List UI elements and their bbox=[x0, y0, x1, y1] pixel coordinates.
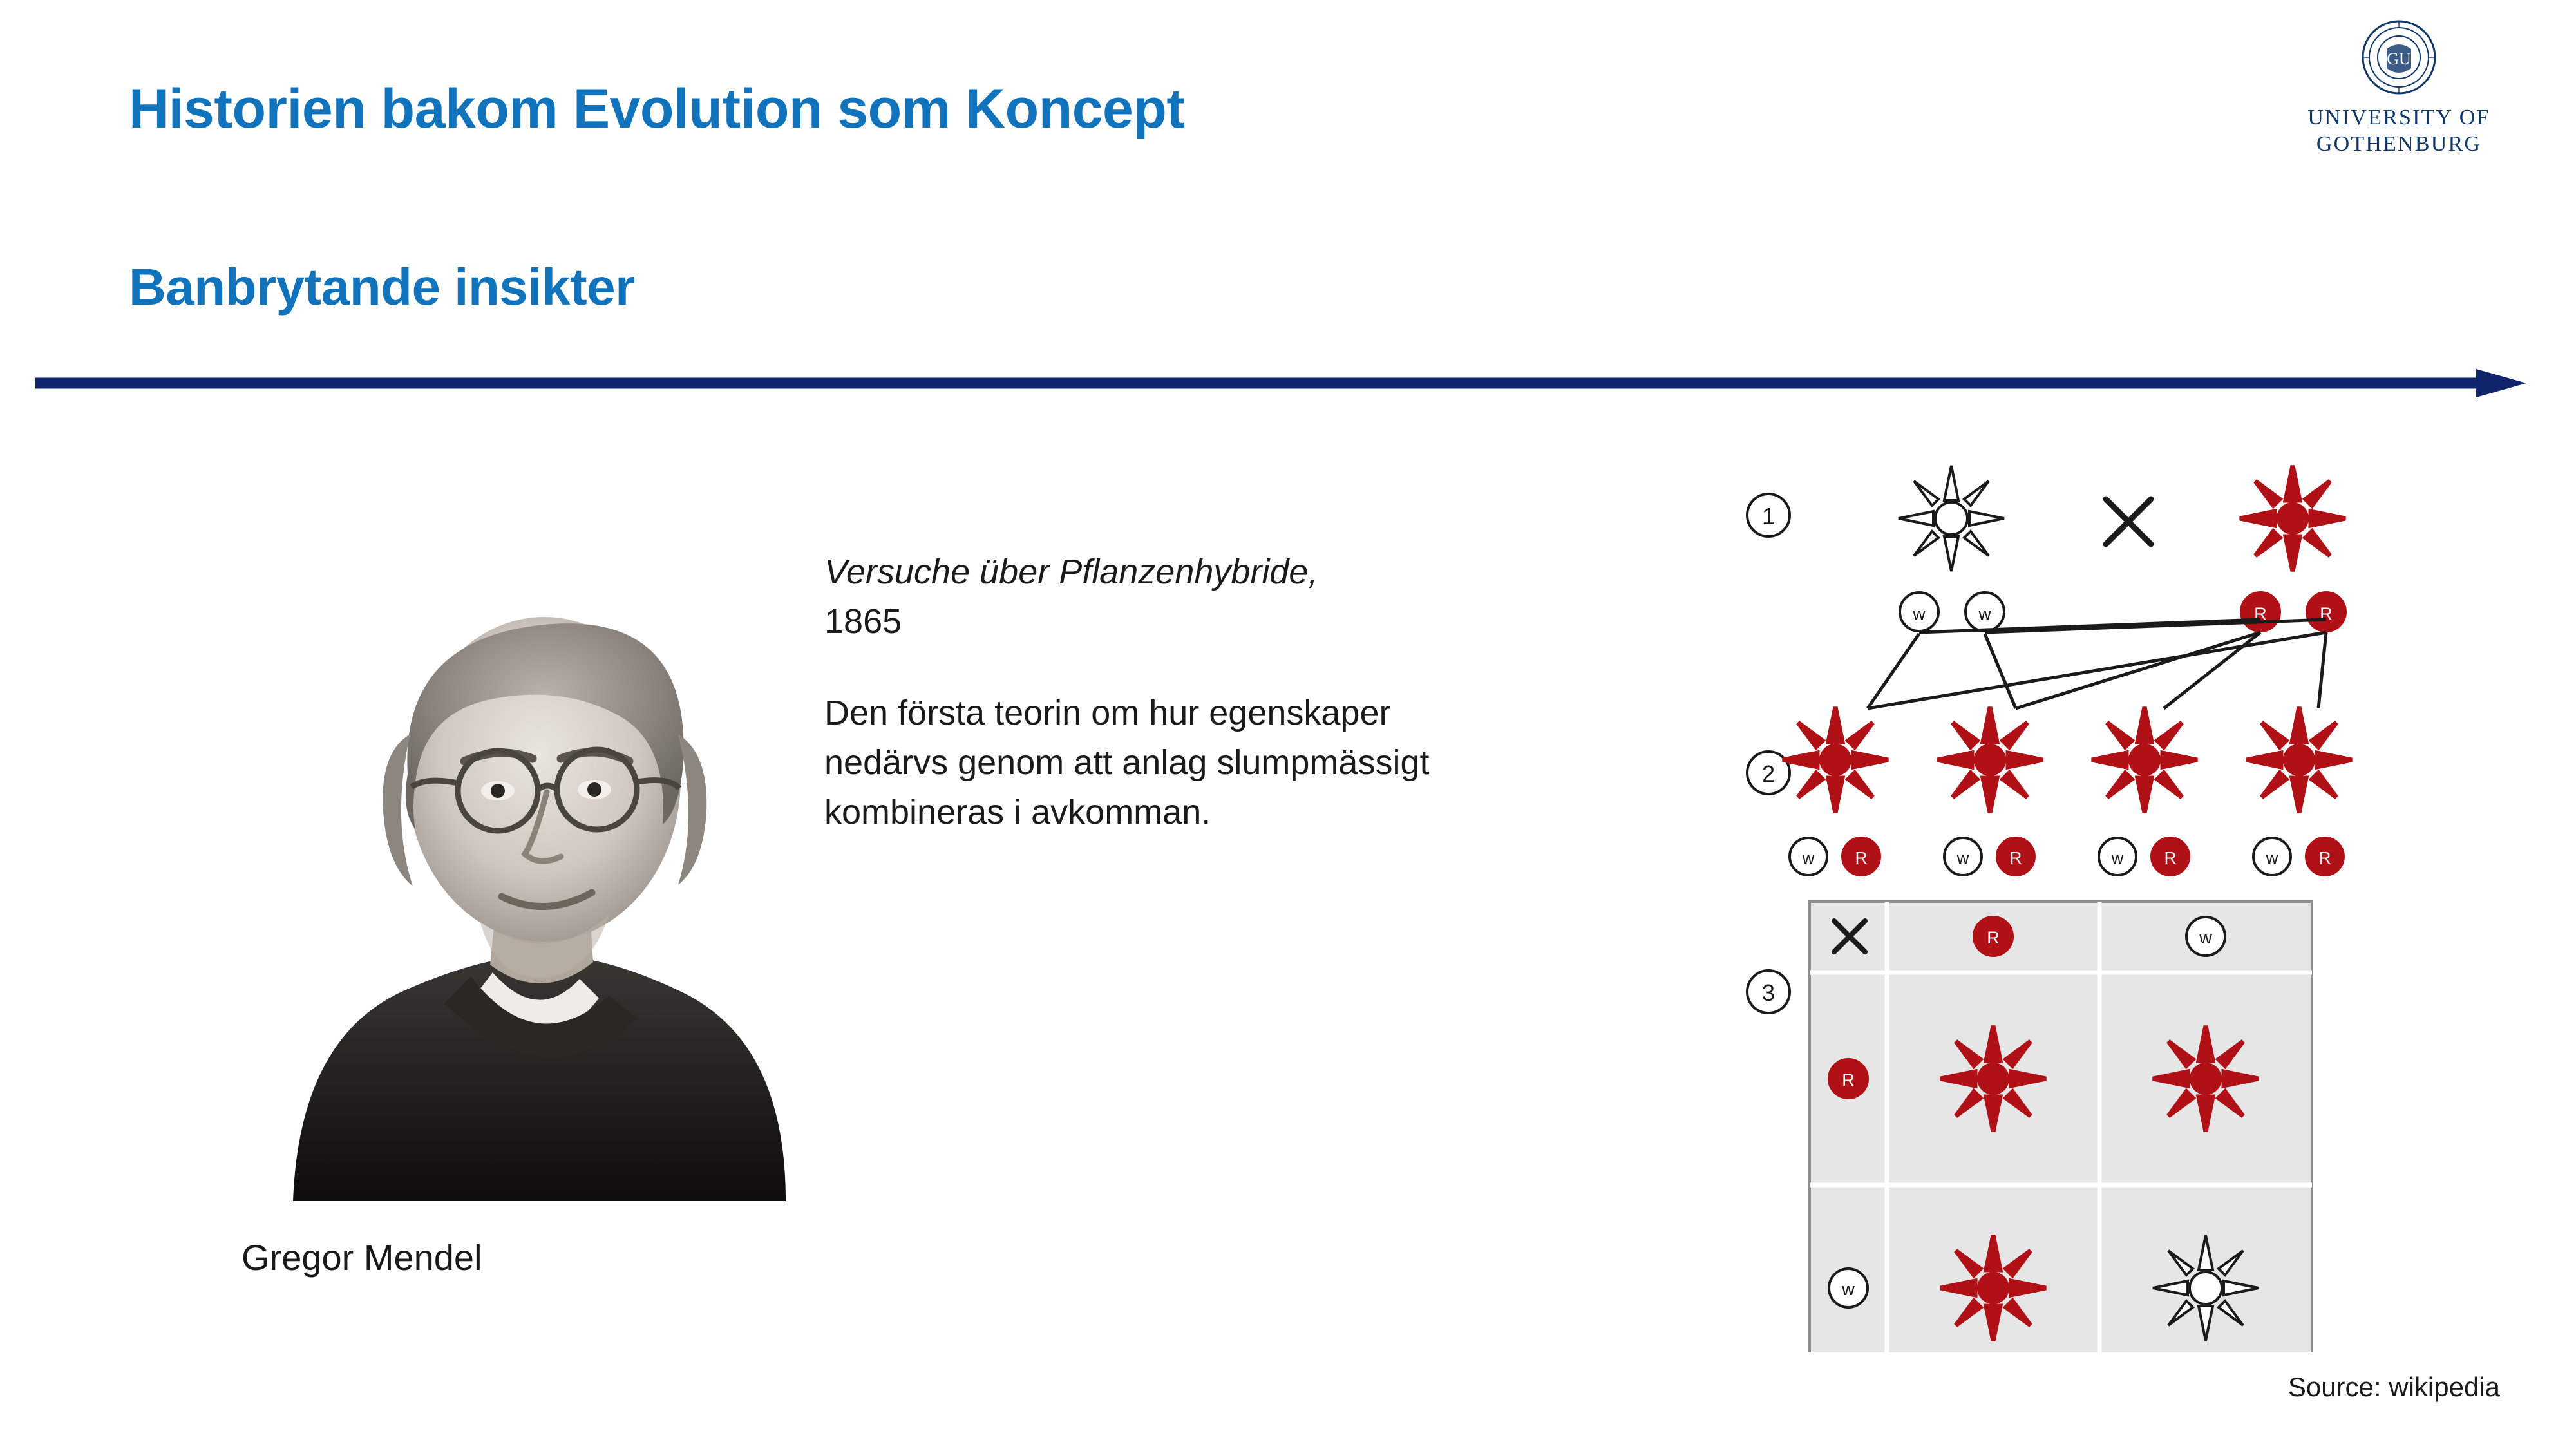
svg-text:w: w bbox=[1802, 848, 1815, 867]
svg-text:w: w bbox=[2199, 928, 2212, 947]
logo-line-1: UNIVERSITY OF bbox=[2307, 106, 2490, 129]
punnett-cell-2-1 bbox=[1940, 1235, 2046, 1341]
punnett-col-header-r bbox=[1974, 917, 2012, 956]
offspring-allele-pair-4 bbox=[2253, 838, 2344, 875]
svg-text:w: w bbox=[2266, 848, 2278, 867]
svg-text:R: R bbox=[2164, 848, 2177, 867]
source-note: Source: wikipedia bbox=[2287, 1372, 2500, 1402]
offspring-allele-pair-1 bbox=[1790, 838, 1880, 875]
step-marker-1 bbox=[1747, 494, 1790, 536]
punnett-col-header-w bbox=[2186, 917, 2225, 956]
paragraph-line-1: Den första teorin om hur egenskaper bbox=[824, 694, 1391, 733]
svg-text:R: R bbox=[1842, 1070, 1855, 1090]
svg-text:R: R bbox=[2318, 848, 2331, 867]
svg-text:w: w bbox=[1978, 604, 1991, 623]
svg-text:w: w bbox=[1913, 604, 1926, 623]
punnett-row-header-w bbox=[1829, 1269, 1868, 1307]
offspring-flower-1 bbox=[1783, 707, 1888, 813]
punnett-row-header-r bbox=[1829, 1059, 1868, 1098]
punnett-cell-2-2 bbox=[2153, 1235, 2259, 1341]
svg-text:R: R bbox=[2009, 848, 2022, 867]
mendelian-inheritance-diagram bbox=[1739, 451, 2531, 1352]
parent-red-flower bbox=[2240, 466, 2345, 571]
parent-white-flower bbox=[1899, 466, 2004, 571]
portrait-block bbox=[242, 522, 834, 1278]
svg-text:R: R bbox=[1987, 928, 2000, 947]
allele-parent-r2 bbox=[2307, 592, 2345, 631]
divider-arrow bbox=[35, 364, 2528, 402]
svg-text:3: 3 bbox=[1761, 980, 1776, 1006]
punnett-cell-1-1 bbox=[1940, 1026, 2046, 1132]
svg-text:2: 2 bbox=[1761, 761, 1776, 787]
citation-line-2: 1865 bbox=[824, 601, 902, 641]
body-text bbox=[824, 547, 1687, 837]
svg-text:w: w bbox=[1842, 1280, 1855, 1299]
gregor-mendel-portrait bbox=[242, 522, 834, 1201]
svg-text:R: R bbox=[2254, 604, 2267, 623]
citation-line-1: Versuche über Pflanzenhybride, bbox=[824, 553, 1318, 591]
offspring-allele-pair-3 bbox=[2099, 838, 2189, 875]
text-spacer bbox=[824, 646, 1687, 688]
page-subtitle: Banbrytande insikter bbox=[129, 258, 635, 316]
allele-parent-w1 bbox=[1900, 592, 1938, 631]
paragraph-line-2: nedärvs genom att anlag slumpmässigt bbox=[824, 743, 1430, 782]
inheritance-lines bbox=[1868, 620, 2326, 708]
svg-text:R: R bbox=[2320, 604, 2333, 623]
svg-text:w: w bbox=[2111, 848, 2124, 867]
svg-text:w: w bbox=[1956, 848, 1969, 867]
university-seal-icon bbox=[2361, 19, 2437, 95]
svg-text:GU: GU bbox=[2387, 50, 2411, 68]
offspring-allele-pair-2 bbox=[1944, 838, 2034, 875]
punnett-cell-1-2 bbox=[2153, 1026, 2259, 1132]
portrait-caption: Gregor Mendel bbox=[242, 1237, 482, 1278]
page-title: Historien bakom Evolution som Koncept bbox=[129, 78, 1185, 140]
svg-text:1: 1 bbox=[1761, 503, 1776, 529]
offspring-flower-3 bbox=[2092, 707, 2197, 813]
svg-text:R: R bbox=[1855, 848, 1868, 867]
step-marker-3 bbox=[1747, 971, 1790, 1013]
paragraph-line-3: kombineras i avkomman. bbox=[824, 792, 1211, 831]
logo-line-2: GOTHENBURG bbox=[2316, 132, 2482, 156]
allele-parent-r1 bbox=[2241, 592, 2280, 631]
punnett-square bbox=[1810, 902, 2312, 1352]
allele-parent-w2 bbox=[1965, 592, 2004, 631]
university-logo bbox=[2293, 19, 2505, 158]
offspring-flower-2 bbox=[1937, 707, 2043, 813]
offspring-flower-4 bbox=[2246, 707, 2352, 813]
parent-cross-symbol bbox=[2106, 499, 2151, 544]
